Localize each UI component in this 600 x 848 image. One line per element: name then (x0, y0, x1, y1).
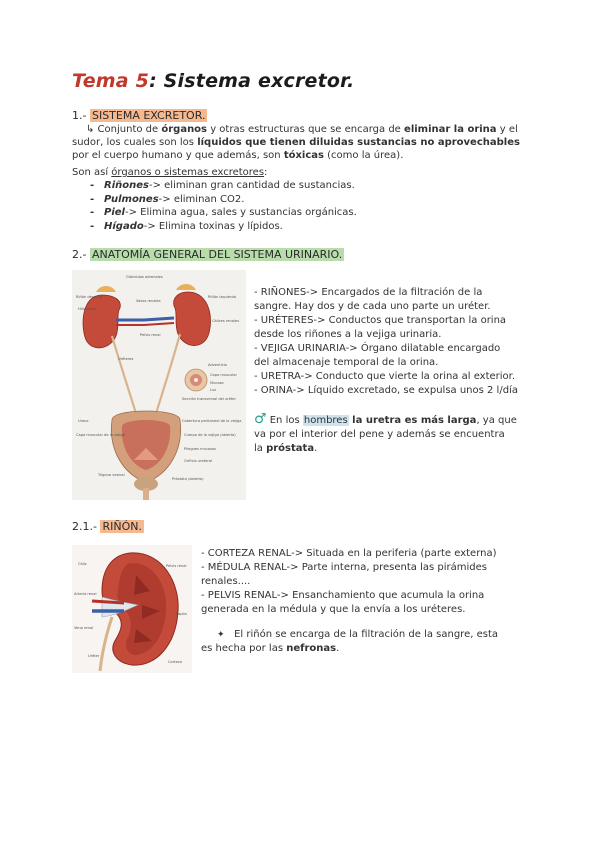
figure-label: Adventicia (208, 363, 227, 367)
title-rest: : Sistema excretor. (149, 70, 355, 92)
para-text: ↳ Conjunto de (86, 124, 162, 135)
definition-line: - ORINA-> Líquido excretado, se expulsa unos 2 l/día (254, 385, 518, 396)
ureter-lumen (194, 378, 198, 382)
note-line: va por el interior del pene y además se encuentra (254, 429, 505, 440)
section2-heading (72, 248, 344, 261)
list-item: - Piel-> Elimina agua, sales y sustancias orgánicas. (72, 206, 357, 220)
figure-label: Glándulas adrenales (126, 275, 163, 279)
section21-number: 2.1.- (72, 520, 101, 533)
figure-label: Uréteres (118, 357, 134, 361)
figure-label: Pelvis renal (140, 333, 161, 337)
figure-label: Mucosa (210, 381, 224, 385)
figure-label: Cáliz (78, 562, 87, 566)
figure-label: Uréter (88, 654, 100, 658)
figure-label: Uraco (78, 419, 89, 423)
figure-label: Arteria renal (74, 592, 97, 596)
para-bold: tóxicas (283, 150, 324, 161)
figure-label: Cálices renales (212, 319, 240, 323)
figure-label: Sección transversal del uréter (182, 397, 236, 401)
urinary-system-figure (72, 270, 246, 500)
para-text: (como la úrea). (323, 150, 404, 161)
definition-line: renales.... (201, 576, 251, 587)
list-item: - Riñones-> eliminan gran cantidad de sustancias. (72, 179, 357, 193)
figure-label: Riñón derecho (76, 295, 102, 299)
note-text: la (254, 443, 267, 454)
note-highlight: hombres (303, 415, 348, 426)
sparkle-bullet-icon: ✦ (217, 630, 225, 640)
note-text: . (336, 643, 340, 654)
organs-list (72, 179, 357, 233)
ureter-left (154, 334, 180, 420)
definition-line: - VEJIGA URINARIA-> Órgano dilatable encargado (254, 343, 501, 354)
note-text: El riñón se encarga de la filtración de la sangre, esta (234, 629, 498, 640)
note-text: En los (266, 415, 303, 426)
note-text: es hecha por las (201, 643, 287, 654)
renal-artery (116, 323, 174, 325)
title-prefix: Tema 5 (72, 70, 150, 92)
urinary-system-illustration (72, 270, 246, 500)
list-item: - Hígado-> Elimina toxinas y lípidos. (72, 220, 357, 234)
section1-number: 1.- (72, 109, 90, 122)
page-title (72, 70, 354, 92)
note-line (201, 642, 531, 656)
para-text: y otras estructuras que se encarga de (207, 124, 405, 135)
note-bold: próstata (266, 443, 315, 454)
urethra-shape (143, 488, 149, 500)
ureter-right (112, 336, 138, 420)
renal-artery (92, 601, 124, 603)
kidney-illustration (72, 545, 192, 673)
figure-label: Cuerpo de la vejiga (abierta) (184, 433, 236, 437)
definition-line: - CORTEZA RENAL-> Situada en la periferia (parte externa) (201, 548, 497, 559)
male-symbol-icon: ♂ (254, 411, 267, 427)
organs-intro (72, 166, 267, 179)
nephron-note (201, 628, 531, 656)
section1-heading (72, 109, 207, 122)
renal-vein (116, 318, 174, 320)
section21-heading (72, 520, 144, 533)
figure-label: Cobertura peritoneal de la vejiga (182, 419, 242, 423)
figure-label: Luz (210, 388, 217, 392)
adrenal-gland-left (176, 284, 196, 290)
kidney-figure (72, 545, 192, 673)
note-line (254, 412, 544, 428)
section1-title: SISTEMA EXCRETOR. (91, 109, 206, 122)
section21-title: RIÑÓN. (102, 520, 142, 533)
para-bold: eliminar la orina (404, 124, 497, 135)
intro-text: Son así (72, 167, 112, 178)
note-text: . (314, 443, 318, 454)
para-text: por el cuerpo humano y que además, son (72, 150, 284, 161)
figure-label: Riñón izquierdo (208, 295, 236, 299)
note-line (201, 628, 531, 642)
figure-label: Hilio renal (78, 307, 97, 311)
intro-underlined: órganos o sistemas excretores (111, 167, 265, 178)
list-item: - Pulmones-> eliminan CO2. (72, 193, 357, 207)
para-bold: líquidos que tienen diluidas sustancias no aprovechables (197, 137, 520, 148)
para-bold: órganos (161, 124, 208, 135)
ureter (100, 617, 112, 671)
definition-line: - RIÑONES-> Encargados de la filtración de la (254, 287, 483, 298)
section21-definitions (201, 547, 531, 617)
note-bold: nefronas (286, 643, 337, 654)
definition-line: del almacenaje temporal de la orina. (254, 357, 439, 368)
note-line (254, 442, 544, 456)
figure-label: Papila (176, 612, 187, 616)
definition-line: - PELVIS RENAL-> Ensanchamiento que acumula la orina (201, 590, 485, 601)
figure-label: Orificio ureteral (184, 459, 213, 463)
para-text: y el sudor, los cuales son los (72, 124, 518, 148)
intro-end: : (264, 167, 268, 178)
note-bold: la uretra es más larga (348, 415, 477, 426)
figure-label: Vena renal (74, 626, 94, 630)
definition-line: generada en la médula y que la envía a los uréteres. (201, 604, 466, 615)
figure-label: Trígono vesical (98, 473, 125, 477)
figure-label: Corteza (168, 660, 182, 664)
definition-line: sangre. Hay dos y de cada uno parte un uréter. (254, 301, 491, 312)
figure-label: Próstata (abierto) (172, 477, 204, 481)
figure-label: Vasos renales (136, 299, 161, 303)
definition-line: - MÉDULA RENAL-> Parte interna, presenta las pirámides (201, 562, 487, 573)
definition-line: - URETRA-> Conducto que vierte la orina al exterior. (254, 371, 516, 382)
section2-definitions (254, 286, 544, 398)
figure-label: Pelvis renal (166, 564, 187, 568)
adrenal-gland-right (96, 286, 116, 292)
definition-line: - URÉTERES-> Conductos que transportan la orina (254, 315, 507, 326)
figure-label: Capa muscular de la vejiga (76, 433, 125, 437)
right-kidney-shape (83, 295, 120, 348)
figure-label: Capa muscular (210, 373, 237, 377)
section1-paragraph (72, 123, 528, 162)
section2-title: ANATOMÍA GENERAL DEL SISTEMA URINARIO. (91, 248, 343, 261)
note-text: , ya que (476, 415, 517, 426)
male-urethra-note (254, 412, 544, 456)
section2-number: 2.- (72, 248, 90, 261)
definition-line: desde los riñones a la vejiga urinaria. (254, 329, 442, 340)
figure-label: Pliegues mucosos (184, 447, 217, 451)
